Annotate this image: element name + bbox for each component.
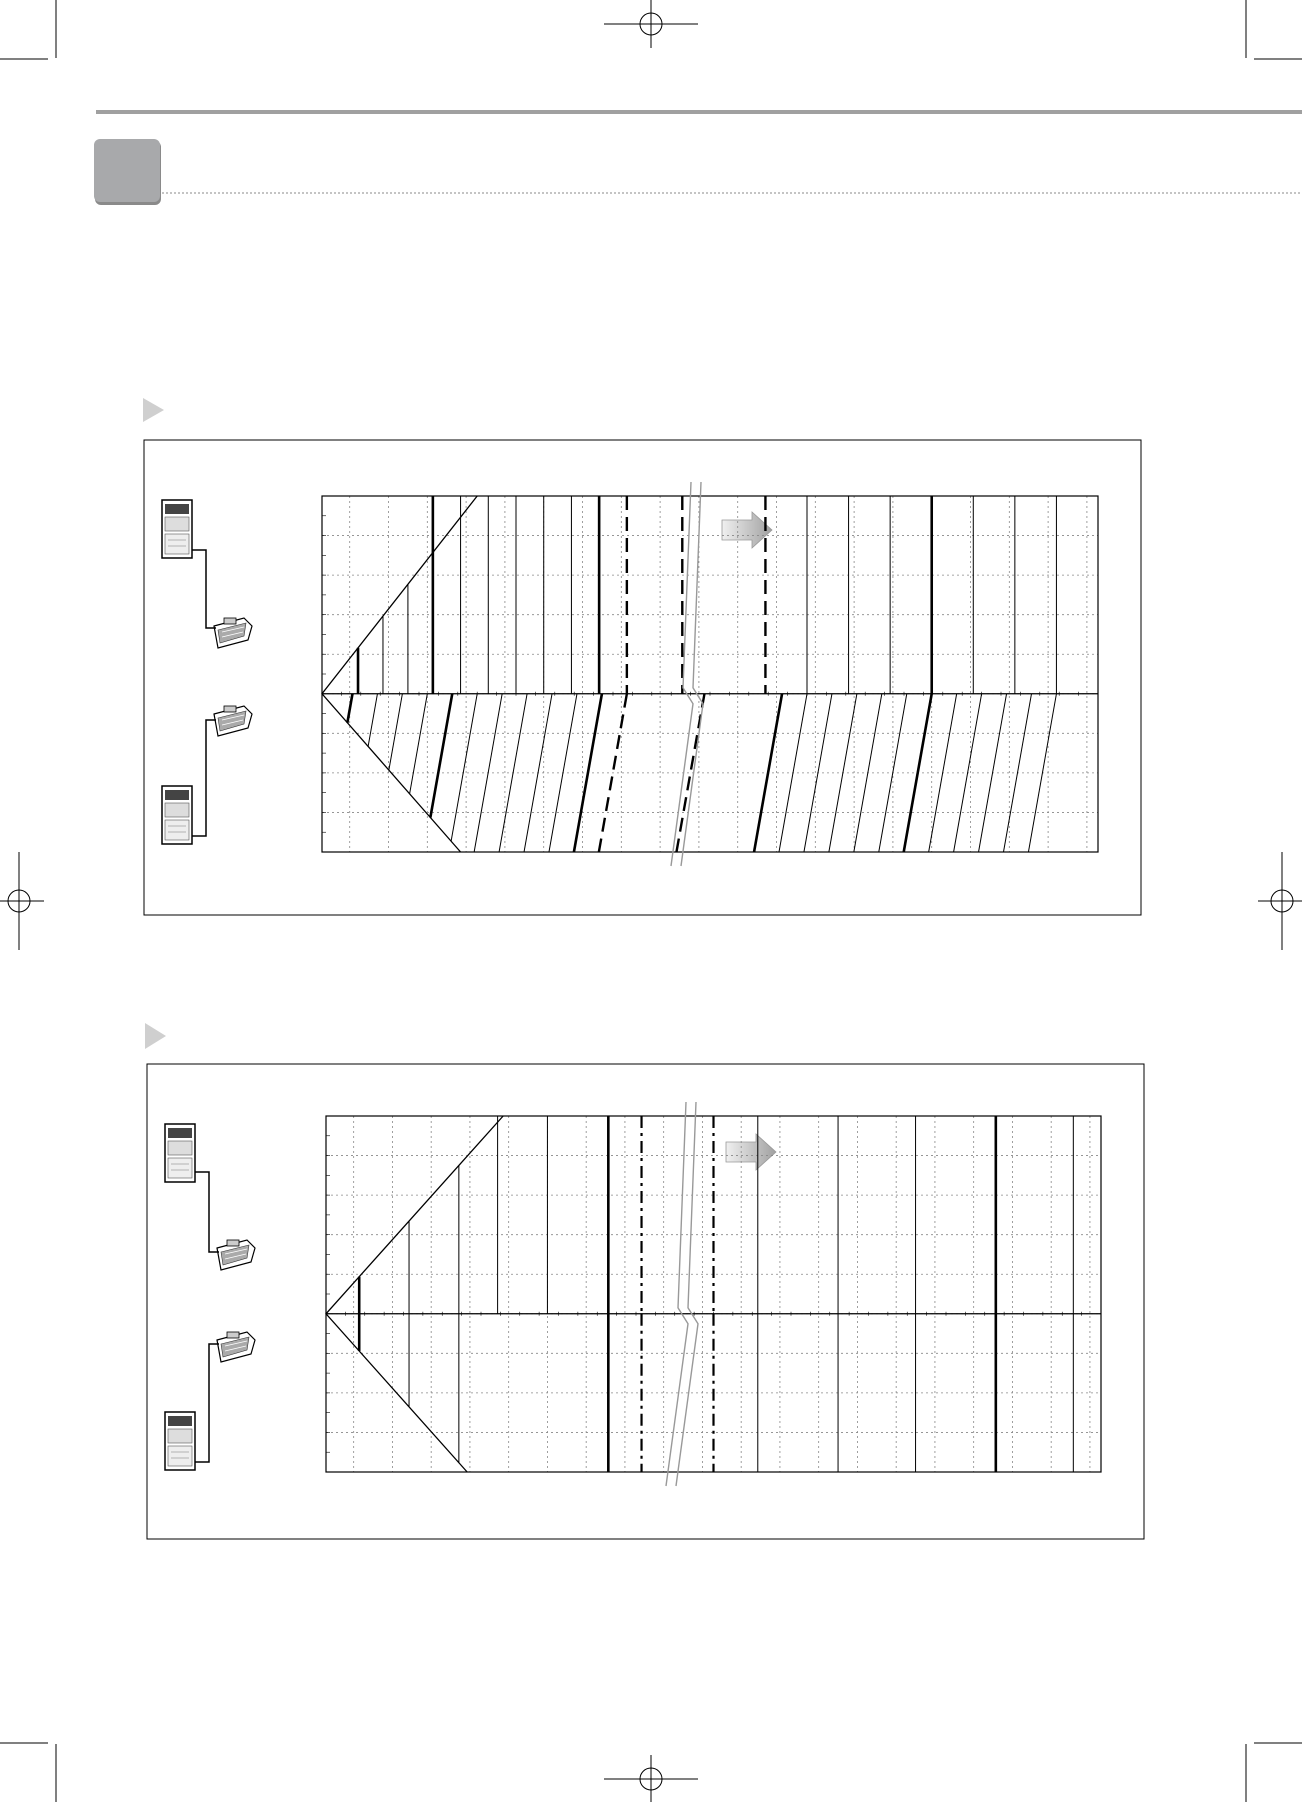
axis-break-line	[666, 1102, 688, 1486]
outdoor-unit-icon	[162, 786, 192, 844]
outdoor-unit-icon	[165, 1412, 195, 1470]
registration-mark-icon	[0, 852, 44, 950]
section-heading-marker	[143, 398, 164, 422]
registration-mark-icon	[604, 0, 698, 48]
chapter-badge	[94, 139, 161, 205]
connector-lines	[192, 550, 216, 836]
lower-slanted-line	[368, 694, 377, 747]
outdoor-unit-icon	[162, 500, 192, 558]
registration-mark-icon	[1258, 852, 1302, 950]
envelope-line	[322, 496, 477, 852]
section-heading-marker	[145, 1023, 166, 1049]
indoor-cassette-icon	[214, 706, 252, 736]
lower-slanted-line	[389, 694, 403, 770]
diagram-frame-top	[144, 440, 1141, 915]
lower-slanted-line	[410, 694, 428, 794]
axis-break-icon	[671, 482, 703, 866]
chart-grid	[322, 496, 1098, 852]
lower-slanted-line	[451, 694, 477, 841]
registration-mark-icon	[604, 1755, 698, 1802]
lower-slanted-line	[347, 694, 352, 723]
chart-bottom	[326, 1102, 1101, 1486]
indoor-cassette-icon	[217, 1240, 255, 1270]
indoor-cassette-icon	[214, 618, 252, 648]
connector-lines	[195, 1172, 219, 1462]
axis-break-line	[676, 1102, 698, 1486]
indoor-cassette-icon	[217, 1332, 255, 1362]
legend-arrow	[726, 1134, 776, 1170]
lower-slanted-line	[430, 694, 452, 818]
envelope-line	[326, 1116, 503, 1472]
header-rule	[96, 110, 1302, 114]
outdoor-unit-icon	[165, 1124, 195, 1182]
diagram-frame-bottom	[147, 1064, 1144, 1539]
chart-top	[322, 482, 1098, 866]
axis-break-icon	[666, 1102, 698, 1486]
plot-frame	[322, 496, 1098, 852]
